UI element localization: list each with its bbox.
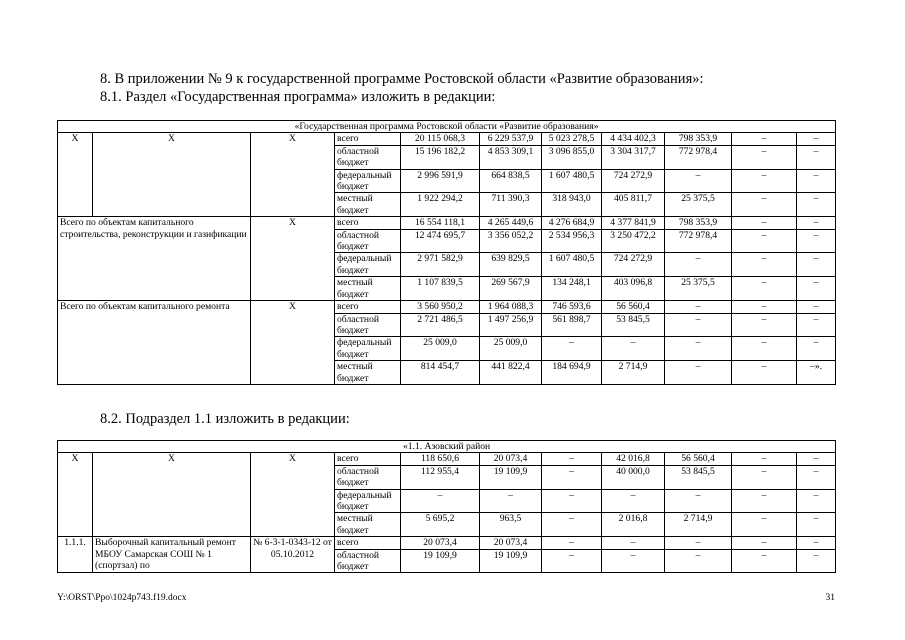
value-cell: 20 073,4 — [480, 453, 542, 465]
heading-item-8-2: 8.2. Подраздел 1.1 изложить в редакции: — [100, 411, 350, 427]
value-cell: 561 898,7 — [542, 313, 602, 337]
value-cell: – — [797, 313, 836, 337]
value-cell: 19 109,9 — [480, 549, 542, 573]
table-row — [58, 453, 836, 465]
funding-source-cell: областной бюджет — [335, 145, 401, 169]
document-cell: Х — [251, 217, 335, 301]
value-cell: 184 694,9 — [542, 361, 602, 385]
value-cell: 2 971 582,9 — [401, 253, 480, 277]
value-cell: – — [542, 453, 602, 465]
value-cell: 16 554 118,1 — [401, 217, 480, 229]
value-cell: – — [797, 145, 836, 169]
value-cell: – — [797, 337, 836, 361]
value-cell: 1 497 256,9 — [480, 313, 542, 337]
value-cell: 15 196 182,2 — [401, 145, 480, 169]
document-cell: Х — [251, 133, 335, 217]
row-title-cell: Всего по объектам капитального строительства, реконструкции и газификации — [58, 217, 251, 301]
value-cell: – — [797, 465, 836, 489]
value-cell: 134 248,1 — [542, 277, 602, 301]
value-cell: 20 115 068,3 — [401, 133, 480, 145]
value-cell: – — [797, 453, 836, 465]
funding-source-cell: федеральный бюджет — [335, 253, 401, 277]
funding-source-cell: всего — [335, 133, 401, 145]
value-cell: 814 454,7 — [401, 361, 480, 385]
value-cell: 6 229 537,9 — [480, 133, 542, 145]
value-cell: 724 272,9 — [602, 253, 665, 277]
value-cell: 4 276 684,9 — [542, 217, 602, 229]
value-cell: – — [797, 537, 836, 549]
value-cell: – — [732, 217, 797, 229]
value-cell: – — [797, 193, 836, 217]
program-table — [57, 120, 836, 385]
funding-source-cell: областной бюджет — [335, 313, 401, 337]
table-title-row — [58, 441, 836, 453]
value-cell: 20 073,4 — [480, 537, 542, 549]
value-cell: – — [797, 277, 836, 301]
value-cell: – — [665, 549, 732, 573]
footer-file-path: Y:\ORST\Ppo\1024p743.f19.docx — [57, 593, 187, 603]
value-cell: – — [797, 301, 836, 313]
value-cell: 5 695,2 — [401, 513, 480, 537]
value-cell: – — [732, 537, 797, 549]
value-cell: 269 567,9 — [480, 277, 542, 301]
value-cell: 1 964 088,3 — [480, 301, 542, 313]
value-cell: 4 265 449,6 — [480, 217, 542, 229]
page-number: 31 — [825, 593, 835, 603]
value-cell: – — [602, 489, 665, 513]
funding-source-cell: местный бюджет — [335, 193, 401, 217]
table-row — [58, 537, 836, 549]
value-cell: 118 650,6 — [401, 453, 480, 465]
value-cell: 20 073,4 — [401, 537, 480, 549]
value-cell: 639 829,5 — [480, 253, 542, 277]
value-cell: 25 009,0 — [401, 337, 480, 361]
value-cell: 53 845,5 — [602, 313, 665, 337]
value-cell: – — [665, 301, 732, 313]
value-cell: – — [732, 465, 797, 489]
table-row — [58, 217, 836, 229]
azov-district-table — [57, 440, 836, 573]
value-cell: 5 023 278,5 — [542, 133, 602, 145]
value-cell: – — [732, 193, 797, 217]
value-cell: – — [732, 229, 797, 253]
value-cell: 4 377 841,9 — [602, 217, 665, 229]
value-cell: – — [542, 549, 602, 573]
value-cell: – — [732, 253, 797, 277]
funding-source-cell: местный бюджет — [335, 361, 401, 385]
value-cell: – — [732, 513, 797, 537]
value-cell: – — [665, 337, 732, 361]
value-cell: – — [665, 361, 732, 385]
name-cell: Х — [93, 453, 251, 537]
table-title: «1.1. Азовский район — [58, 441, 836, 453]
funding-source-cell: местный бюджет — [335, 513, 401, 537]
value-cell: – — [732, 489, 797, 513]
value-cell: 711 390,3 — [480, 193, 542, 217]
value-cell: – — [797, 169, 836, 193]
value-cell: 25 009,0 — [480, 337, 542, 361]
value-cell: – — [797, 489, 836, 513]
value-cell: 42 016,8 — [602, 453, 665, 465]
row-title-cell: Всего по объектам капитального ремонта — [58, 301, 251, 385]
value-cell: 56 560,4 — [602, 301, 665, 313]
value-cell: 664 838,5 — [480, 169, 542, 193]
value-cell: 19 109,9 — [401, 549, 480, 573]
value-cell: – — [732, 277, 797, 301]
value-cell: 405 811,7 — [602, 193, 665, 217]
value-cell: 2 714,9 — [602, 361, 665, 385]
value-cell: 2 996 591,9 — [401, 169, 480, 193]
value-cell: 3 356 052,2 — [480, 229, 542, 253]
value-cell: – — [732, 549, 797, 573]
heading-item-8-1: 8.1. Раздел «Государственная программа» изложить в редакции: — [100, 89, 496, 105]
value-cell: 2 721 486,5 — [401, 313, 480, 337]
value-cell: – — [797, 549, 836, 573]
value-cell: – — [797, 217, 836, 229]
value-cell: 2 714,9 — [665, 513, 732, 537]
value-cell: – — [797, 253, 836, 277]
value-cell: 3 560 950,2 — [401, 301, 480, 313]
value-cell: 1 107 839,5 — [401, 277, 480, 301]
value-cell: – — [732, 133, 797, 145]
value-cell: 746 593,6 — [542, 301, 602, 313]
value-cell: 2 534 956,3 — [542, 229, 602, 253]
funding-source-cell: всего — [335, 453, 401, 465]
funding-source-cell: федеральный бюджет — [335, 489, 401, 513]
value-cell: – — [665, 253, 732, 277]
value-cell: 19 109,9 — [480, 465, 542, 489]
value-cell: – — [401, 489, 480, 513]
value-cell: 53 845,5 — [665, 465, 732, 489]
value-cell: 318 943,0 — [542, 193, 602, 217]
value-cell: 772 978,4 — [665, 229, 732, 253]
value-cell: 1 607 480,5 — [542, 169, 602, 193]
value-cell: 441 822,4 — [480, 361, 542, 385]
funding-source-cell: областной бюджет — [335, 465, 401, 489]
value-cell: – — [797, 513, 836, 537]
name-cell: Х — [93, 133, 251, 217]
value-cell: – — [732, 169, 797, 193]
value-cell: – — [797, 229, 836, 253]
value-cell: – — [542, 537, 602, 549]
value-cell: – — [665, 169, 732, 193]
value-cell: – — [602, 549, 665, 573]
value-cell: – — [542, 489, 602, 513]
value-cell: 724 272,9 — [602, 169, 665, 193]
value-cell: 112 955,4 — [401, 465, 480, 489]
value-cell: – — [602, 537, 665, 549]
value-cell: 56 560,4 — [665, 453, 732, 465]
value-cell: 1 922 294,2 — [401, 193, 480, 217]
document-cell: Х — [251, 301, 335, 385]
value-cell: 1 607 480,5 — [542, 253, 602, 277]
table-title-row — [58, 121, 836, 133]
table-row — [58, 301, 836, 313]
value-cell: 12 474 695,7 — [401, 229, 480, 253]
funding-source-cell: федеральный бюджет — [335, 337, 401, 361]
value-cell: 798 353,9 — [665, 133, 732, 145]
value-cell: 3 304 317,7 — [602, 145, 665, 169]
value-cell: 40 000,0 — [602, 465, 665, 489]
value-cell: – — [602, 337, 665, 361]
value-cell: – — [732, 145, 797, 169]
name-cell: Выборочный капитальный ремонт МБОУ Самарская СОШ № 1 (спортзал) по — [93, 537, 251, 573]
value-cell: – — [665, 489, 732, 513]
value-cell: 25 375,5 — [665, 277, 732, 301]
funding-source-cell: всего — [335, 217, 401, 229]
funding-source-cell: областной бюджет — [335, 549, 401, 573]
value-cell: – — [732, 313, 797, 337]
value-cell: 798 353,9 — [665, 217, 732, 229]
value-cell: – — [732, 301, 797, 313]
value-cell: – — [797, 133, 836, 145]
number-cell: Х — [58, 133, 93, 217]
table-row — [58, 133, 836, 145]
funding-source-cell: всего — [335, 537, 401, 549]
value-cell: 4 434 402,3 — [602, 133, 665, 145]
value-cell: 3 250 472,2 — [602, 229, 665, 253]
value-cell: 2 016,8 — [602, 513, 665, 537]
value-cell: – — [542, 465, 602, 489]
value-cell: 772 978,4 — [665, 145, 732, 169]
value-cell: – — [542, 337, 602, 361]
table-title: «Государственная программа Ростовской области «Развитие образования» — [58, 121, 836, 133]
value-cell: 4 853 309,1 — [480, 145, 542, 169]
value-cell: – — [665, 537, 732, 549]
value-cell: – — [480, 489, 542, 513]
value-cell: – — [732, 361, 797, 385]
value-cell: – — [665, 313, 732, 337]
value-cell: – — [732, 337, 797, 361]
value-cell: 3 096 855,0 — [542, 145, 602, 169]
number-cell: 1.1.1. — [58, 537, 93, 573]
value-cell: 403 096,8 — [602, 277, 665, 301]
value-cell: – — [732, 453, 797, 465]
number-cell: Х — [58, 453, 93, 537]
funding-source-cell: федеральный бюджет — [335, 169, 401, 193]
document-cell: № 6-3-1-0343-12 от 05.10.2012 — [251, 537, 335, 573]
value-cell: 25 375,5 — [665, 193, 732, 217]
value-cell: – — [542, 513, 602, 537]
value-cell: 963,5 — [480, 513, 542, 537]
funding-source-cell: местный бюджет — [335, 277, 401, 301]
funding-source-cell: всего — [335, 301, 401, 313]
heading-item-8: 8. В приложении № 9 к государственной программе Ростовской области «Развитие образования»: — [100, 71, 704, 87]
document-cell: Х — [251, 453, 335, 537]
funding-source-cell: областной бюджет — [335, 229, 401, 253]
value-cell: –». — [797, 361, 836, 385]
